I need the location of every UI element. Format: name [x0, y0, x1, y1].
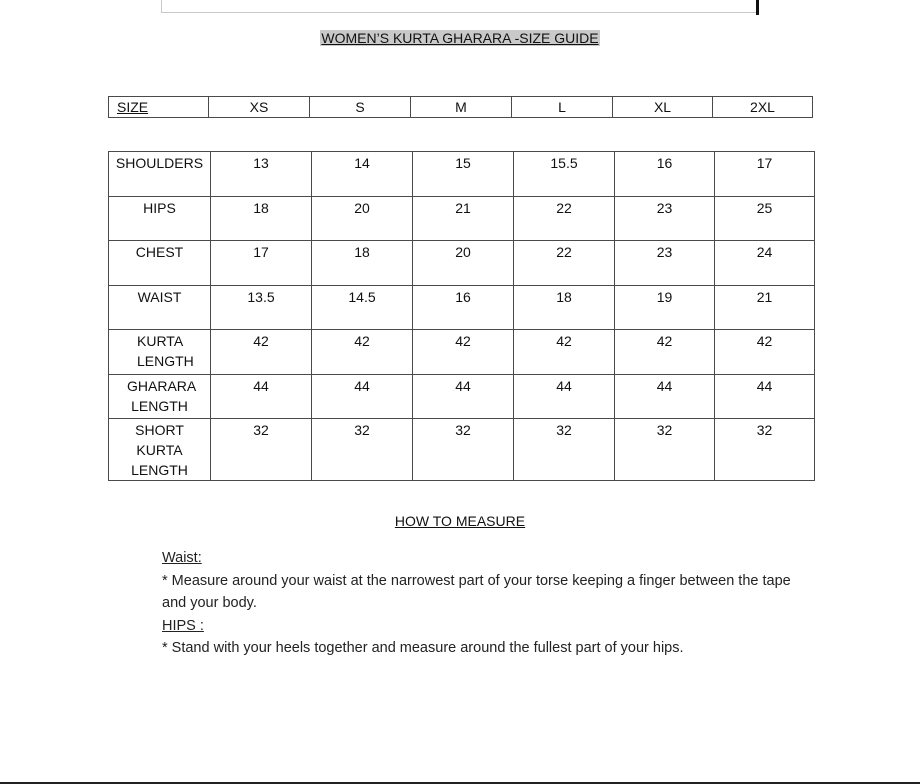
- table-cell: 25: [715, 197, 815, 241]
- row-label: KURTA LENGTH: [109, 330, 211, 375]
- table-cell: 32: [413, 419, 514, 481]
- row-label: SHORT KURTA LENGTH: [109, 419, 211, 481]
- table-cell: 44: [312, 375, 413, 419]
- table-cell: 32: [615, 419, 715, 481]
- size-m: M: [411, 97, 512, 118]
- table-cell: 17: [211, 241, 312, 286]
- table-cell: 22: [514, 241, 615, 286]
- table-row: [109, 286, 815, 330]
- how-to-measure-title: HOW TO MEASURE: [394, 513, 526, 529]
- table-cell: 17: [715, 152, 815, 197]
- table-cell: 44: [413, 375, 514, 419]
- table-cell: 42: [615, 330, 715, 375]
- table-cell: 22: [514, 197, 615, 241]
- table-cell: 44: [514, 375, 615, 419]
- table-cell: 20: [312, 197, 413, 241]
- table-cell: 24: [715, 241, 815, 286]
- table-cell: 14: [312, 152, 413, 197]
- table-cell: 23: [615, 241, 715, 286]
- size-header-table: [108, 96, 813, 118]
- row-label: CHEST: [109, 241, 211, 286]
- table-cell: 42: [715, 330, 815, 375]
- top-divider-bar: [756, 0, 759, 15]
- table-cell: 44: [715, 375, 815, 419]
- size-l: L: [512, 97, 613, 118]
- size-header-row: [109, 97, 813, 118]
- table-cell: 42: [211, 330, 312, 375]
- table-cell: 14.5: [312, 286, 413, 330]
- page-title-text: WOMEN’S KURTA GHARARA -SIZE GUIDE: [321, 30, 599, 46]
- table-cell: 16: [413, 286, 514, 330]
- table-cell: 42: [413, 330, 514, 375]
- table-cell: 42: [312, 330, 413, 375]
- table-cell: 21: [413, 197, 514, 241]
- waist-instruction: * Measure around your waist at the narrowest part of your torse keeping a finger between the tape and your body.: [162, 572, 791, 611]
- measure-instructions: [162, 547, 812, 660]
- row-label: GHARARA LENGTH: [109, 375, 211, 419]
- table-cell: 32: [715, 419, 815, 481]
- table-row: [109, 330, 815, 375]
- hips-instruction: * Stand with your heels together and measure around the fullest part of your hips.: [162, 640, 684, 656]
- table-cell: 15: [413, 152, 514, 197]
- table-cell: 32: [211, 419, 312, 481]
- waist-heading: Waist:: [162, 550, 202, 566]
- table-cell: 23: [615, 197, 715, 241]
- measurement-table: [108, 151, 815, 481]
- size-s: S: [310, 97, 411, 118]
- table-cell: 44: [211, 375, 312, 419]
- table-cell: 32: [514, 419, 615, 481]
- row-label: HIPS: [109, 197, 211, 241]
- table-cell: 20: [413, 241, 514, 286]
- table-row: [109, 375, 815, 419]
- table-cell: 18: [312, 241, 413, 286]
- table-cell: 15.5: [514, 152, 615, 197]
- table-cell: 16: [615, 152, 715, 197]
- table-row: [109, 152, 815, 197]
- table-cell: 13.5: [211, 286, 312, 330]
- table-cell: 44: [615, 375, 715, 419]
- table-cell: 18: [211, 197, 312, 241]
- size-xl: XL: [613, 97, 713, 118]
- table-cell: 18: [514, 286, 615, 330]
- top-frame: [161, 0, 758, 13]
- row-label: SHOULDERS: [109, 152, 211, 197]
- table-cell: 42: [514, 330, 615, 375]
- table-cell: 21: [715, 286, 815, 330]
- hips-heading: HIPS :: [162, 617, 204, 634]
- table-row: [109, 197, 815, 241]
- table-row: [109, 241, 815, 286]
- page-title: [0, 30, 920, 47]
- row-label: WAIST: [109, 286, 211, 330]
- size-2xl: 2XL: [713, 97, 813, 118]
- size-header-label: SIZE: [109, 97, 209, 118]
- table-cell: 13: [211, 152, 312, 197]
- size-xs: XS: [209, 97, 310, 118]
- table-cell: 32: [312, 419, 413, 481]
- table-cell: 19: [615, 286, 715, 330]
- table-row: [109, 419, 815, 481]
